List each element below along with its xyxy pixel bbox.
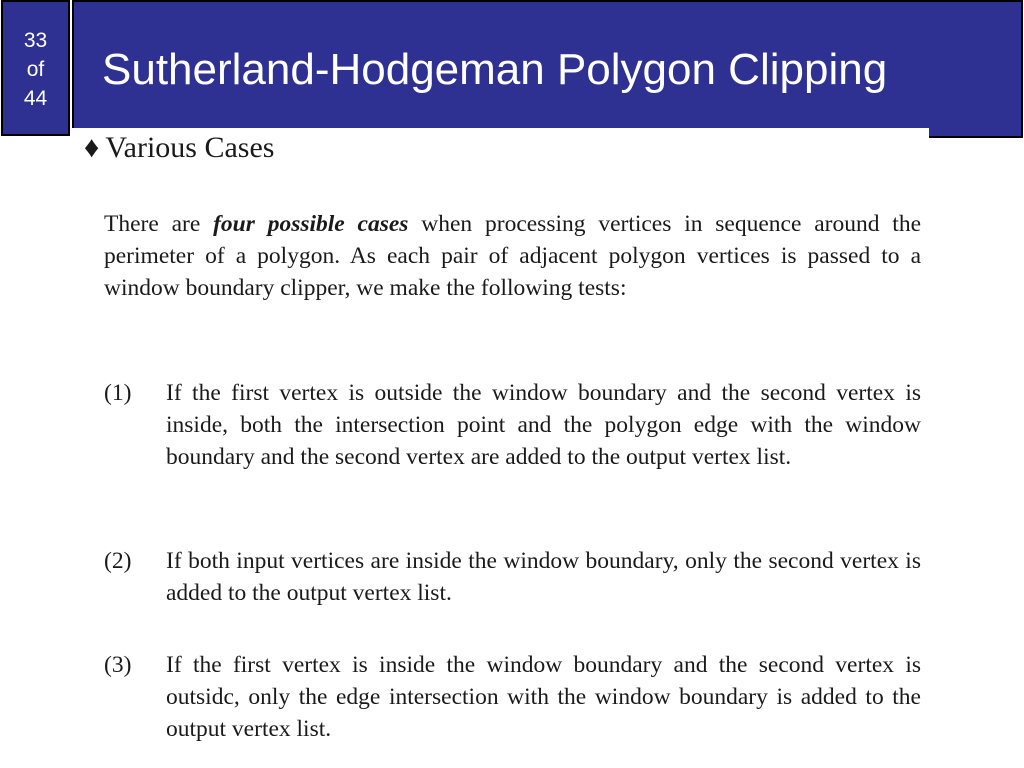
bullet-heading <box>84 128 274 168</box>
bullet-heading-text: Various Cases <box>105 131 275 164</box>
intro-after: when processing vertices in sequence around the perimeter of a polygon. As each pair of adjacent polygon vertices is passed to a window boundary clipper, we make the following tests: <box>104 211 921 301</box>
title-bar <box>72 0 1023 138</box>
case-text: If the first vertex is inside the window boundary and the second vertex is outsidc, only the edge intersection with the window boundary is added to the output vertex list. <box>166 652 921 742</box>
case-label: (3) <box>104 652 132 678</box>
page-current: 33 <box>23 29 48 52</box>
case-item-1 <box>104 377 921 473</box>
case-label: (2) <box>104 548 132 574</box>
case-text: If the first vertex is outside the window boundary and the second vertex is inside, both the intersection point and the polygon edge with the window boundary and the second vertex are added to the output vertex list. <box>166 380 921 470</box>
page-indicator <box>1 0 70 136</box>
case-item-3 <box>104 649 921 745</box>
page-of: of <box>26 58 45 81</box>
intro-paragraph <box>104 208 921 304</box>
case-text: If both input vertices are inside the window boundary, only the second vertex is added to the output vertex list. <box>166 548 921 606</box>
intro-emphasis: four possible cases <box>213 211 409 237</box>
slide-title: Sutherland-Hodgeman Polygon Clipping <box>102 45 888 94</box>
intro-before: There are <box>104 211 214 237</box>
case-item-2 <box>104 545 921 609</box>
case-label: (1) <box>104 380 132 406</box>
page-total: 44 <box>23 87 48 110</box>
diamond-bullet-icon: ♦ <box>84 131 100 164</box>
